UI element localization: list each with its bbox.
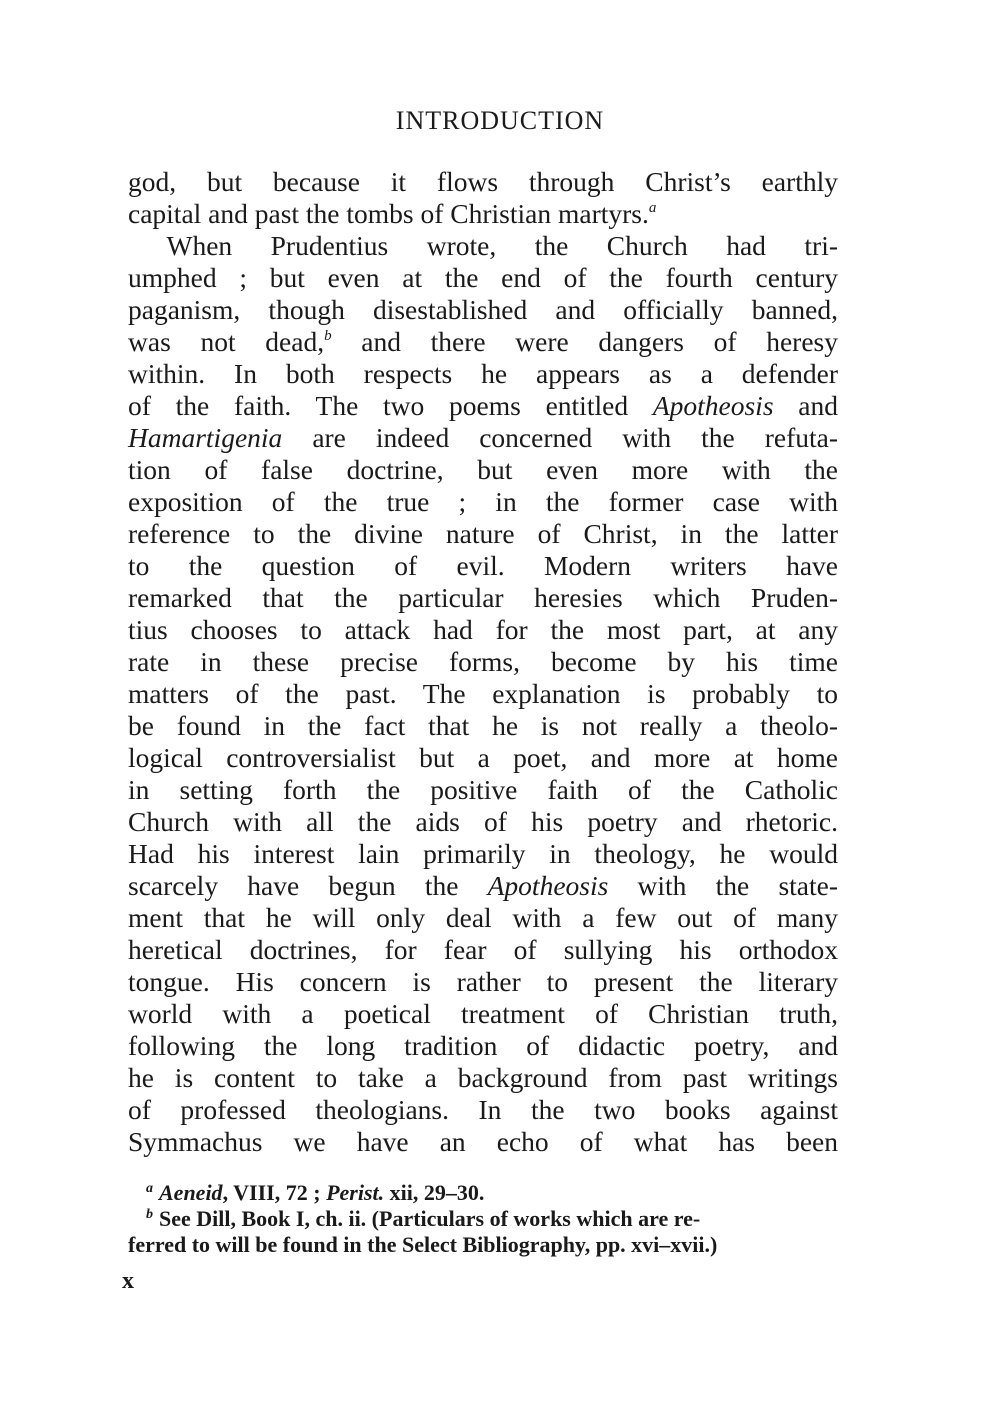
footnote-mark: b [146,1207,153,1222]
text-line: tongue. His concern is rather to present the literary [128,966,838,997]
text-line: following the long tradition of didactic poetry, and [128,1030,838,1061]
text-line: of professed theologians. In the two books against [128,1094,838,1125]
text-line: matters of the past. The explanation is probably to [128,678,838,709]
work-title: Perist. [326,1180,385,1205]
footnote-a: $^a$ Aeneid, VIII, 72 ; Perist. xii, 29–30. [146,1180,485,1205]
text-line: capital and past the tombs of Christian martyrs.$^a$ [128,198,657,229]
text-line: umphed ; but even at the end of the fourth century [128,262,838,293]
text-line: be found in the fact that he is not really a theolo- [128,710,838,741]
work-title: Apotheosis [652,390,774,421]
work-title: Hamartigenia [128,422,283,453]
text-line: remarked that the particular heresies which Pruden- [128,582,838,613]
text-line: Symmachus we have an echo of what has been [128,1126,838,1157]
text-line: logical controversialist but a poet, and more at home [128,742,838,773]
text-line: tius chooses to attack had for the most part, at any [128,614,838,645]
text-line: within. In both respects he appears as a defender [128,358,838,389]
text-line: heretical doctrines, for fear of sullying his orthodox [128,934,838,965]
text-line: Hamartigenia are indeed concerned with the refuta- [128,422,838,453]
text-line: to the question of evil. Modern writers have [128,550,838,581]
running-header: INTRODUCTION [395,106,605,135]
text-line: was not dead,$^b$ and there were dangers of heresy [128,326,838,357]
body-text [128,166,838,1158]
text-line: reference to the divine nature of Christ, in the latter [128,518,838,549]
footnote-mark: a [146,1181,153,1196]
text-line: he is content to take a background from past writings [128,1062,838,1093]
footnote-b-continued: ferred to will be found in the Select Bibliography, pp. xvi–xvii.) [128,1232,718,1257]
text-line: exposition of the true ; in the former case with [128,486,838,517]
text-line: rate in these precise forms, become by his time [128,646,838,677]
text-line: world with a poetical treatment of Christian truth, [128,998,838,1029]
page-number: x [122,1268,134,1294]
text-line: tion of false doctrine, but even more with the [128,454,838,485]
text-line: in setting forth the positive faith of the Catholic [128,774,838,805]
footnotes [128,1180,838,1258]
paragraph-start-line: When Prudentius wrote, the Church had tri- [166,230,838,261]
text-line: Had his interest lain primarily in theology, he would [128,838,838,869]
work-title: Aeneid [159,1180,223,1205]
footnote-ref-b[interactable]: b [324,328,332,344]
text-line: of the faith. The two poems entitled Apotheosis and [128,390,838,421]
text-line: Church with all the aids of his poetry and rhetoric. [128,806,838,837]
text-line: god, but because it flows through Christ’s earthly [128,166,838,197]
footnote-b: $^b$ See Dill, Book I, ch. ii. (Particulars of works which are re- [146,1206,701,1231]
text-line: scarcely have begun the Apotheosis with the state- [128,870,838,901]
text-line: paganism, though disestablished and officially banned, [128,294,838,325]
footnote-ref-a[interactable]: a [648,200,657,216]
work-title: Apotheosis [487,870,609,901]
text-line: ment that he will only deal with a few out of many [128,902,838,933]
